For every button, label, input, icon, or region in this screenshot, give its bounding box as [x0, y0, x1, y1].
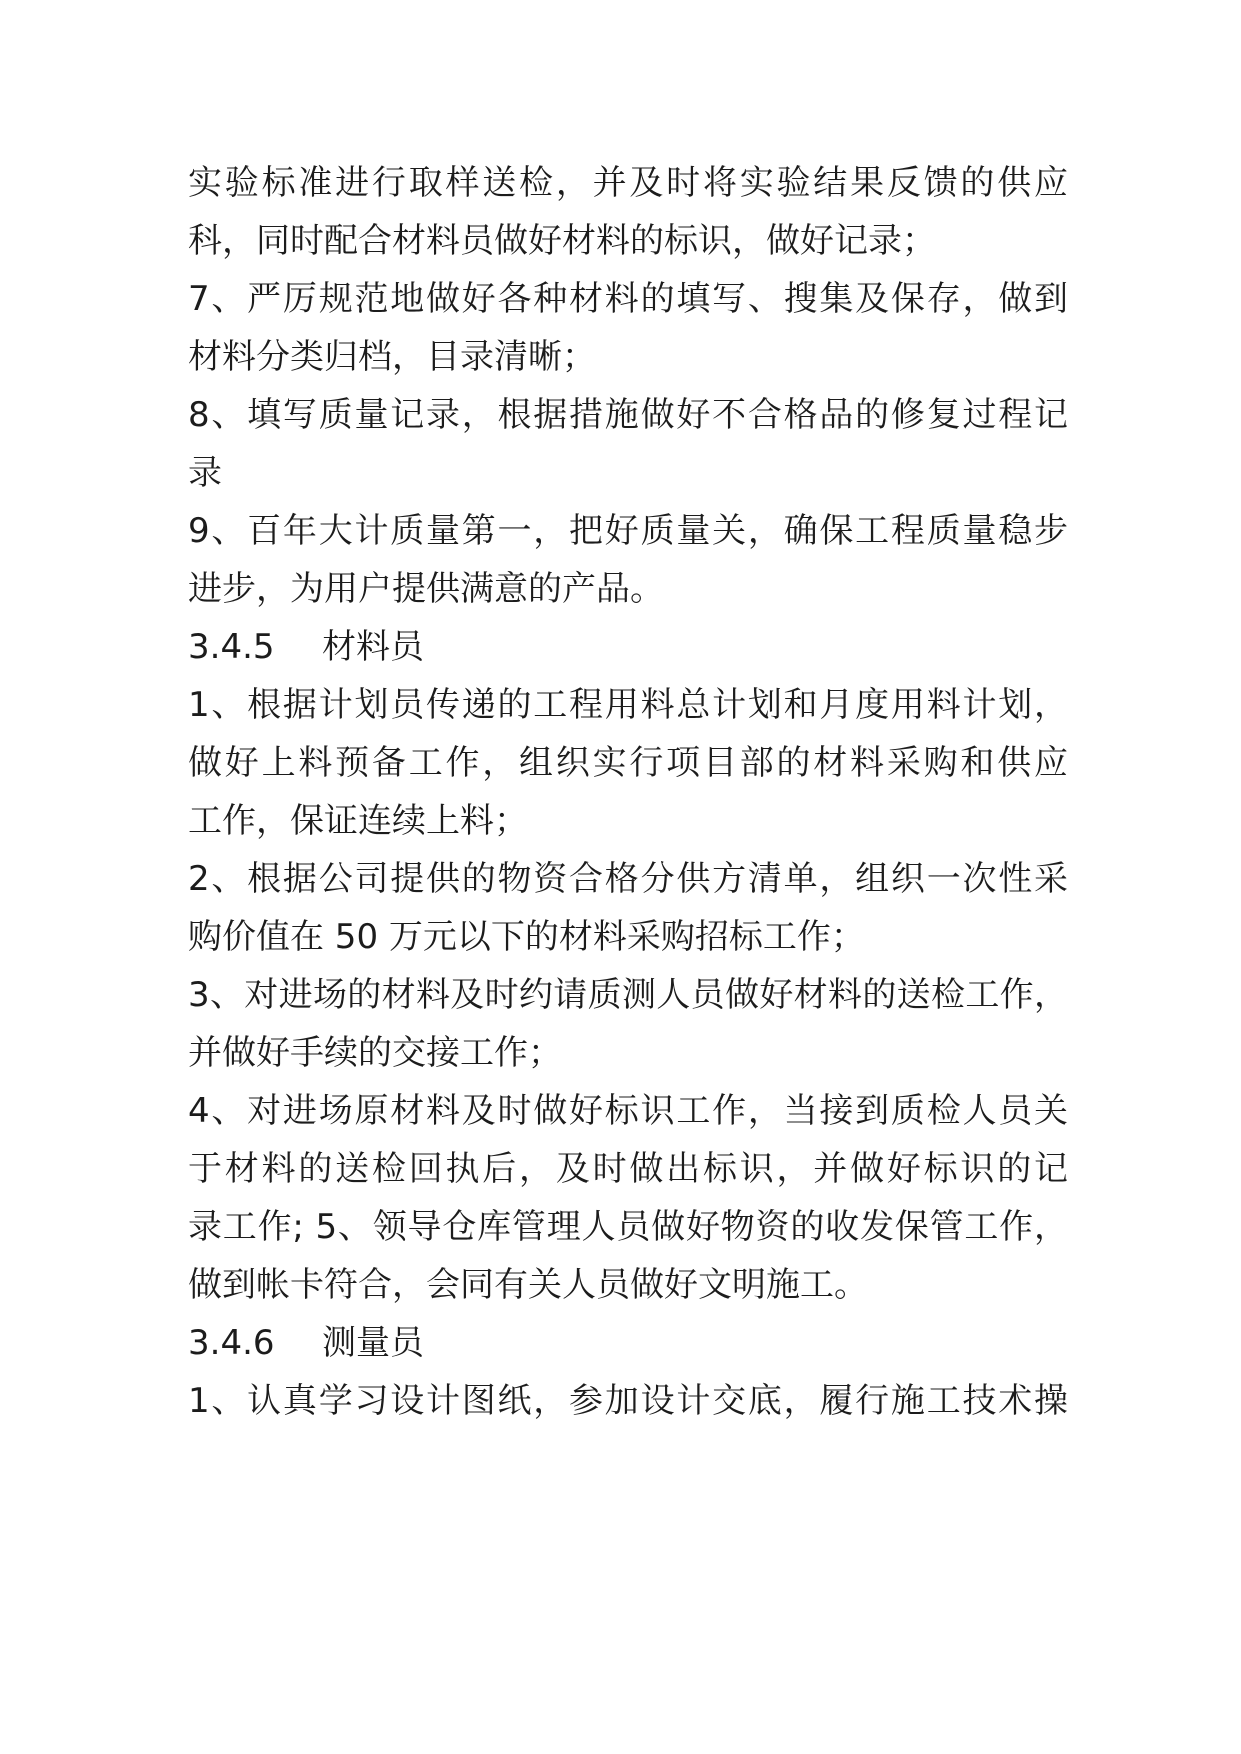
text-line: 并做好手续的交接工作； — [188, 1033, 562, 1073]
text-line: 9、百年大计质量第一，把好质量关，确保工程质量稳步 — [188, 511, 1068, 551]
section-number: 3.4.6 — [188, 1323, 275, 1363]
text-line: 4、对进场原材料及时做好标识工作，当接到质检人员关 — [188, 1091, 1068, 1131]
section-heading — [188, 1310, 1068, 1376]
text-line: 进步，为用户提供满意的产品。 — [188, 569, 664, 609]
text-line: 7、严厉规范地做好各种材料的填写、搜集及保存，做到 — [188, 279, 1068, 319]
text-line: 材料分类归档，目录清晰； — [188, 337, 596, 377]
text-line: 1、认真学习设计图纸，参加设计交底，履行施工技术操 — [188, 1381, 1068, 1421]
text-line: 做好上料预备工作，组织实行项目部的材料采购和供应 — [188, 743, 1068, 783]
text-line: 科，同时配合材料员做好材料的标识，做好记录； — [188, 221, 936, 261]
text-line: 8、填写质量记录，根据措施做好不合格品的修复过程记 — [188, 395, 1068, 435]
section-title: 测量员 — [322, 1323, 424, 1363]
text-line: 工作，保证连续上料； — [188, 801, 528, 841]
section-number: 3.4.5 — [188, 627, 275, 667]
section-heading — [188, 614, 1068, 680]
text-line: 3、对进场的材料及时约请质测人员做好材料的送检工作， — [188, 975, 1068, 1015]
text-line: 购价值在 50 万元以下的材料采购招标工作； — [188, 917, 865, 957]
text-line: 1、根据计划员传递的工程用料总计划和月度用料计划， — [188, 685, 1068, 725]
text-line: 于材料的送检回执后，及时做出标识，并做好标识的记 — [188, 1149, 1068, 1189]
text-line: 录 — [188, 453, 222, 493]
text-line: 实验标准进行取样送检，并及时将实验结果反馈的供应 — [188, 163, 1068, 203]
text-line: 做到帐卡符合，会同有关人员做好文明施工。 — [188, 1265, 868, 1305]
section-title: 材料员 — [322, 627, 424, 667]
text-line: 2、根据公司提供的物资合格分供方清单，组织一次性采 — [188, 859, 1068, 899]
text-line: 录工作; 5、领导仓库管理人员做好物资的收发保管工作， — [188, 1207, 1068, 1247]
